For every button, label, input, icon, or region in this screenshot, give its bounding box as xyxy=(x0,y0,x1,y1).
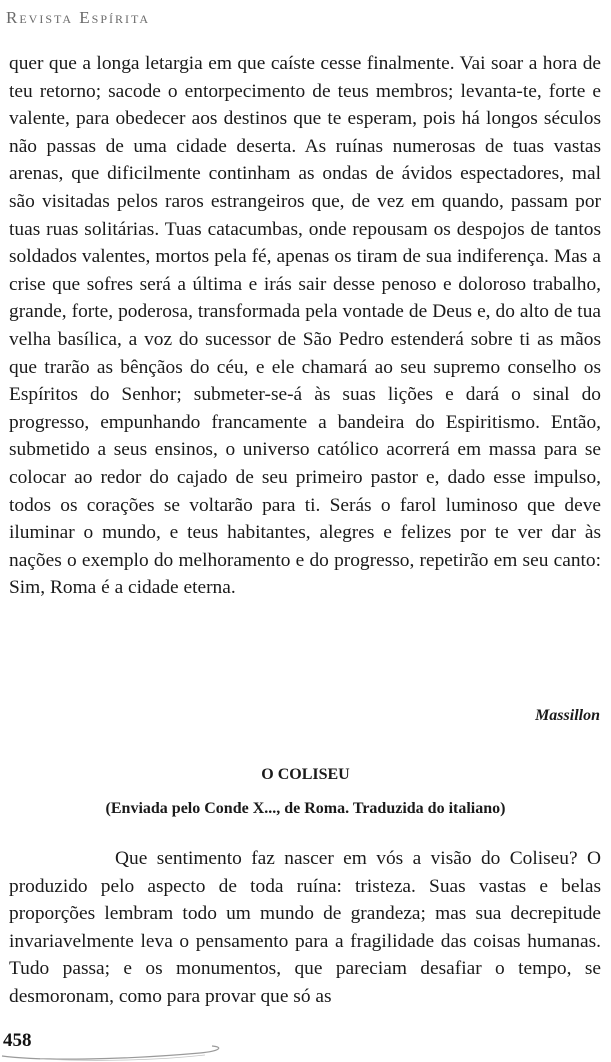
page-number: 458 xyxy=(3,1030,32,1051)
section-subtitle: (Enviada pelo Conde X..., de Roma. Traduzida do italiano) xyxy=(105,800,506,817)
running-header: Revista Espírita xyxy=(6,8,151,27)
section-title: O COLISEU xyxy=(261,766,350,783)
body-paragraph-2: Que sentimento faz nascer em vós a visão do Coliseu? O produzido pelo aspecto de toda ruína: tristeza. Suas vastas e belas proporções lembram todo um mundo de grandeza; mas sua decrepitude invariavelmente leva o pensamento para a fragilidade das coisas humanas. Tudo passa; e os monumentos, que pareciam desafiar o tempo, se desmoronam, como para provar que só as xyxy=(9,848,601,1007)
body-paragraph-1: quer que a longa letargia em que caíste cesse finalmente. Vai soar a hora de teu retorno; sacode o entorpecimento de teus membros; levanta-te, forte e valente, para obedecer aos destinos que te esperam, pois há longos séculos não passas de uma cidade deserta. As ruínas numerosas de tuas vastas arenas, que dificilmente continham as ondas de ávidos espectadores, mal são visitadas pelos raros estrangeiros que, de vez em quando, passam por tuas ruas solitárias. Tuas catacumbas, onde repousam os despojos de tantos soldados valentes, mortos pela fé, apenas os tiram de sua indiferença. Mas a crise que sofres será a última e irás sair desse penoso e doloroso trabalho, grande, forte, poderosa, transformada pela vontade de Deus e, do alto de tua velha basílica, a voz do sucessor de São Pedro estenderá sobre ti as mãos que trarão as bênçãos do céu, e ele chamará ao seu supremo conselho os Espíritos do Senhor; submeter-se-á às suas lições e dará o sinal do progresso, empunhando francamente a bandeira do Espiritismo. Então, submetido a seus ensinos, o universo católico acorrerá em massa para se colocar ao redor do cajado de seu primeiro pastor e, dado esse impulso, todos os corações se voltarão para ti. Serás o farol luminoso que deve iluminar o mundo, e teus habitantes, alegres e felizes por te ver dar às nações o exemplo do melhoramento e do progresso, repetirão em seu canto: Sim, Roma é a cidade eterna. xyxy=(9,53,601,599)
signature: Massillon xyxy=(535,707,600,724)
page-ornament-swash xyxy=(0,1030,240,1062)
